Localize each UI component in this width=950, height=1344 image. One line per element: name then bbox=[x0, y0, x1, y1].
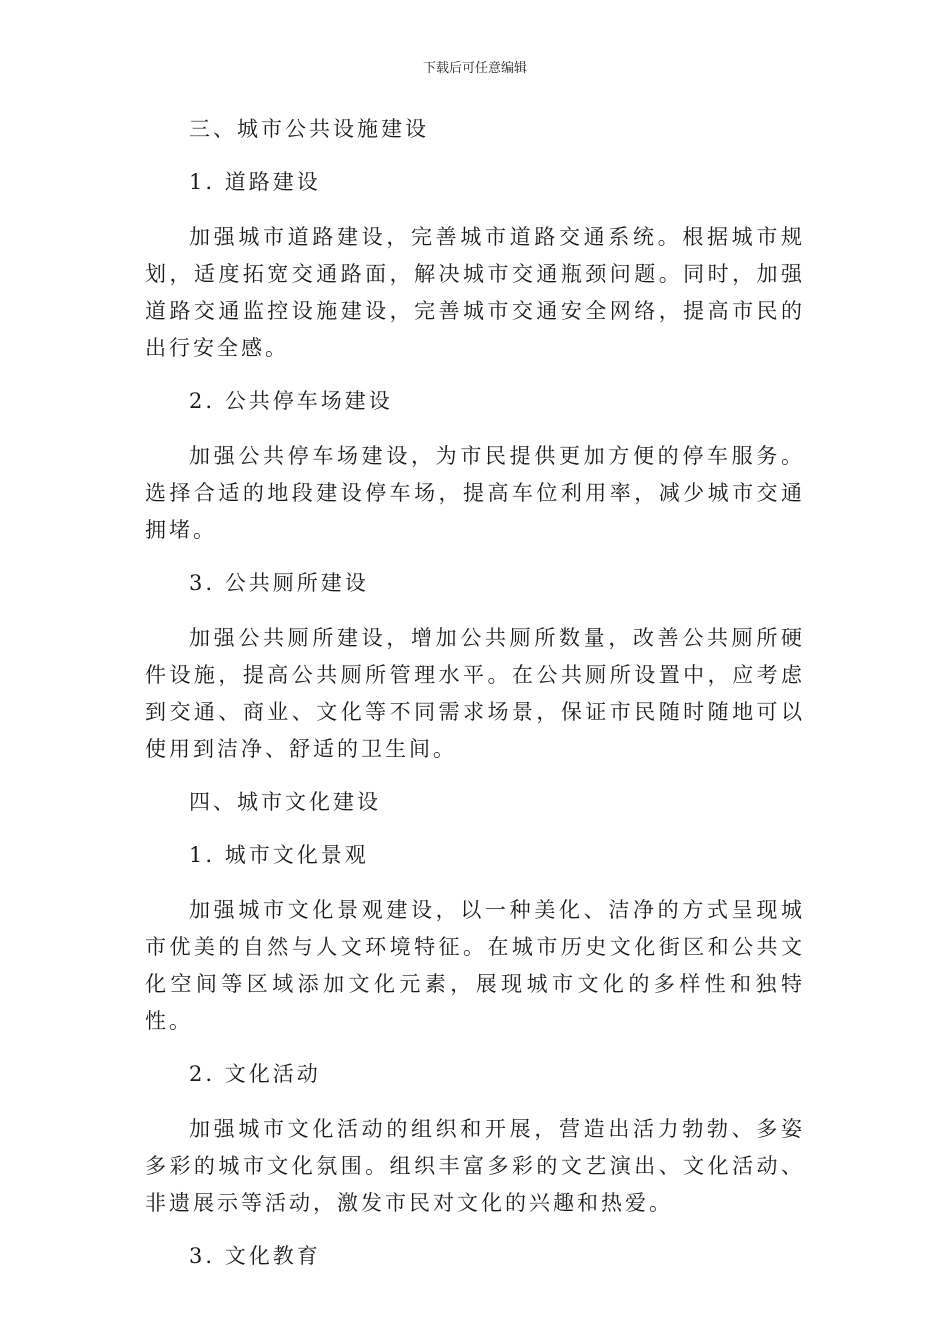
subheading-public-parking: 2. 公共停车场建设 bbox=[189, 389, 393, 413]
subheading-road-construction: 1. 道路建设 bbox=[189, 170, 321, 194]
paragraph-public-parking: 加强公共停车场建设，为市民提供更加方便的停车服务。选择合适的地段建设停车场，提高车位利用率，减少城市交通拥堵。 bbox=[145, 444, 805, 542]
paragraph-cultural-landscape: 加强城市文化景观建设，以一种美化、洁净的方式呈现城市优美的自然与人文环境特征。在城市历史文化街区和公共文化空间等区域添加文化元素，展现城市文化的多样性和独特性。 bbox=[145, 898, 805, 1033]
section-heading-urban-culture: 四、城市文化建设 bbox=[189, 790, 381, 814]
subheading-cultural-education: 3. 文化教育 bbox=[189, 1244, 321, 1268]
page-header: 下载后可任意编辑 bbox=[422, 61, 527, 76]
paragraph-cultural-activities: 加强城市文化活动的组织和开展，营造出活力勃勃、多姿多彩的城市文化氛围。组织丰富多彩的文艺演出、文化活动、非遗展示等活动，激发市民对文化的兴趣和热爱。 bbox=[145, 1117, 805, 1215]
paragraph-public-toilets: 加强公共厕所建设，增加公共厕所数量，改善公共厕所硬件设施，提高公共厕所管理水平。在公共厕所设置中，应考虑到交通、商业、文化等不同需求场景，保证市民随时随地可以使用到洁净、舒适的卫生间。 bbox=[145, 626, 805, 761]
subheading-public-toilets: 3. 公共厕所建设 bbox=[189, 571, 369, 595]
document-body bbox=[145, 112, 805, 1273]
subheading-cultural-landscape: 1. 城市文化景观 bbox=[189, 843, 369, 867]
paragraph-road-construction: 加强城市道路建设，完善城市道路交通系统。根据城市规划，适度拓宽交通路面，解决城市交通瓶颈问题。同时，加强道路交通监控设施建设，完善城市交通安全网络，提高市民的出行安全感。 bbox=[145, 225, 805, 360]
section-heading-urban-facilities: 三、城市公共设施建设 bbox=[189, 117, 429, 141]
subheading-cultural-activities: 2. 文化活动 bbox=[189, 1062, 321, 1086]
